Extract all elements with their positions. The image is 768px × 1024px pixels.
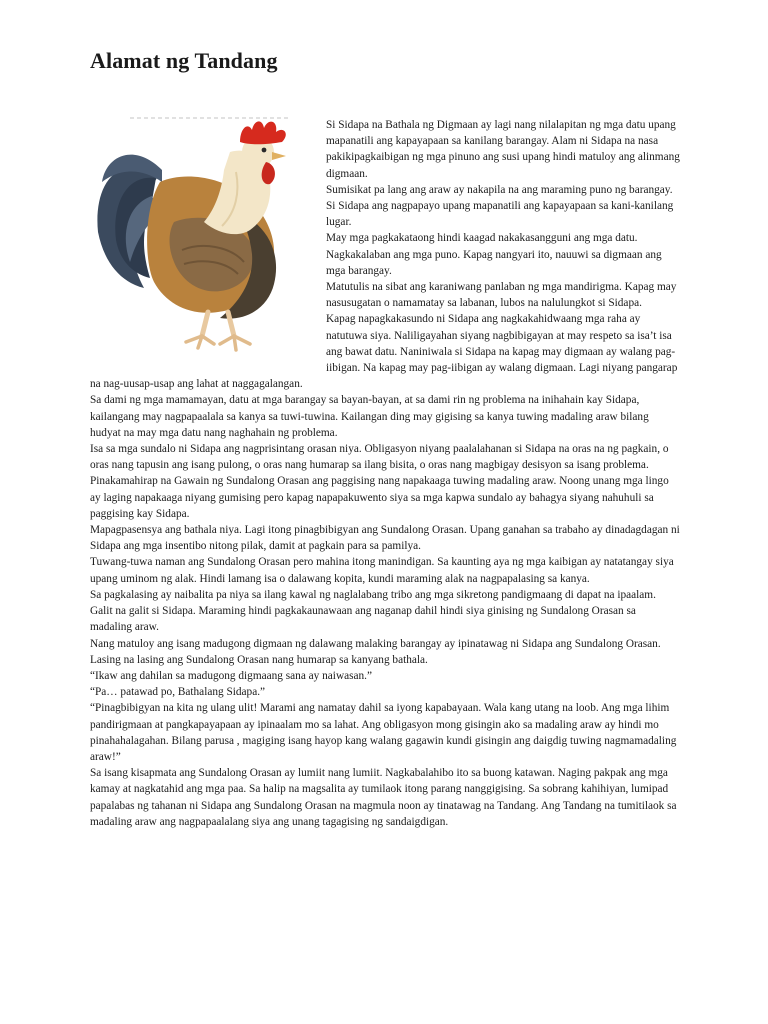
story-body xyxy=(90,117,680,830)
story-paragraph-5: Kapag napagkakasundo ni Sidapa ang nagkakahidwaang mga raha ay natutuwa siya. Naliligayahan siyang nagbibigayan at may respeto sa isa’t isa ang bawat datu. Naniniwala si Sidapa na kapag may digmaan ay walang pag-iibigan. Na kapag may pag-iibigan ay walang digmaan. Lagi niyang pangarap na nag-uusap-usap ang lahat at naggagalangan. xyxy=(90,313,678,391)
dialogue-line-1: “Ikaw ang dahilan sa madugong digmaang sana ay naiwasan.” xyxy=(90,669,373,682)
story-paragraph-final: Sa isang kisapmata ang Sundalong Orasan ay lumiit nang lumiit. Nagkabalahibo ito sa buong katawan. Naging pakpak ang mga kamay at nagkatahid ang mga paa. Sa halip na magsalita ay tumilaok itong parang nanggigising. Sa sobrang kahihiyan, lumipad papalabas ng tahanan ni Sidapa ang Sundalong Orasan na magmula noon ay tinatawag na Tandang. Ang Tandang na tumitilaok sa madaling araw ang nagpapaalalang siya ang unang tagagising ng sandaigdigan. xyxy=(90,767,677,828)
story-paragraph-1: Si Sidapa na Bathala ng Digmaan ay lagi nang nilalapitan ng mga datu upang mapanatili ang kapayapaan sa kanilang barangay. Alam ni Sidapa na nasa pakikipagkaibigan ng mga pinuno ang susi upang hindi matuloy ang alinmang digmaan. xyxy=(326,119,680,180)
story-paragraph-10: Sa pagkalasing ay naibalita pa niya sa ilang kawal ng naglalabang tribo ang mga sikretong pandigmaang di dapat na ipaalam. Galit na galit si Sidapa. Maraming hindi pagkakaunawaan ang naganap dahil hindi siya ginising ng Sundalong Orasan sa madaling araw. xyxy=(90,588,656,634)
story-paragraph-2: Sumisikat pa lang ang araw ay nakapila na ang maraming puno ng barangay. Si Sidapa ang nagpapayo upang mapanatili ang kapayapaan sa kani-kanilang lugar. xyxy=(326,183,674,229)
dialogue-line-2: “Pa… patawad po, Bathalang Sidapa.” xyxy=(90,686,266,699)
story-paragraph-8: Mapagpasensya ang bathala niya. Lagi itong pinagbibigyan ang Sundalong Orasan. Upang ganahan sa trabaho ay dinadagdagan ni Sidapa ang mga insentibo nitong pilak, damit at pagkain para sa pamilya. xyxy=(90,524,680,553)
story-paragraph-3: May mga pagkakataong hindi kaagad nakakasangguni ang mga datu. Nagkakalaban ang mga puno. Kapag nangyari ito, nauuwi sa digmaan ang mga barangay. xyxy=(326,232,662,277)
story-paragraph-4: Matutulis na sibat ang karaniwang panlaban ng mga mandirigma. Kapag may nasusugatan o namamatay sa labanan, lubos na nalulungkot si Sidapa. xyxy=(326,281,677,310)
figure-wrap-spacer xyxy=(90,117,326,375)
story-paragraph-9: Tuwang-tuwa naman ang Sundalong Orasan pero mahina itong manindigan. Sa kaunting aya ng mga kaibigan ay natatangay siya upang uminom ng alak. Hindi lamang isa o dalawang kopita, kundi maraming alak na nagpapalasing sa kanya. xyxy=(90,556,674,585)
story-paragraph-7: Isa sa mga sundalo ni Sidapa ang nagprisintang orasan niya. Obligasyon niyang paalalahanan si Sidapa na oras na ng pagkain, o oras nang tapusin ang isang pulong, o oras nang humarap sa ilang bisita, o oras nang magbigay desisyon sa isang problema. Pinakamahirap na Gawain ng Sundalong Orasan ang paggising nang napakaaga tuwing madaling araw. Noong unang mga lingo ay laging napakaaga niyang gumising pero kapag napapakuwento siya sa mga kapwa sundalo ay bahagya siyang nahuhuli sa paggising kay Sidapa. xyxy=(90,443,669,520)
story-paragraph-6: Sa dami ng mga mamamayan, datu at mga barangay sa bayan-bayan, at sa dami rin ng problema na inihahain kay Sidapa, kailangang may nagpapaalala sa kanya sa tuwi-tuwina. Kailangan ding may gigising sa kanya tuwing madaling araw bilang hudyat na may mga datu nang naghahain ng problema. xyxy=(90,394,649,439)
dialogue-line-3: “Pinagbibigyan na kita ng ulang ulit! Marami ang namatay dahil sa iyong kapabayaan. Wala kang utang na loob. Ang mga lihim pandirigmaan at pangkapayapaan ay ipinaalam mo sa lahat. Ang obligasyon mong gisingin ako sa madaling araw ay hindi mo pinahahalagahan. Bilang parusa , magiging isang hayop kang walang gagawin kundi gisingin ang daigdig tuwing nagmamadaling araw!” xyxy=(90,702,677,763)
story-paragraph-11: Nang matuloy ang isang madugong digmaan ng dalawang malaking barangay ay ipinatawag ni Sidapa ang Sundalong Orasan. xyxy=(90,637,661,650)
story-paragraph-12: Lasing na lasing ang Sundalong Orasan nang humarap sa kanyang bathala. xyxy=(90,653,428,666)
document-title: Alamat ng Tandang xyxy=(90,48,278,73)
